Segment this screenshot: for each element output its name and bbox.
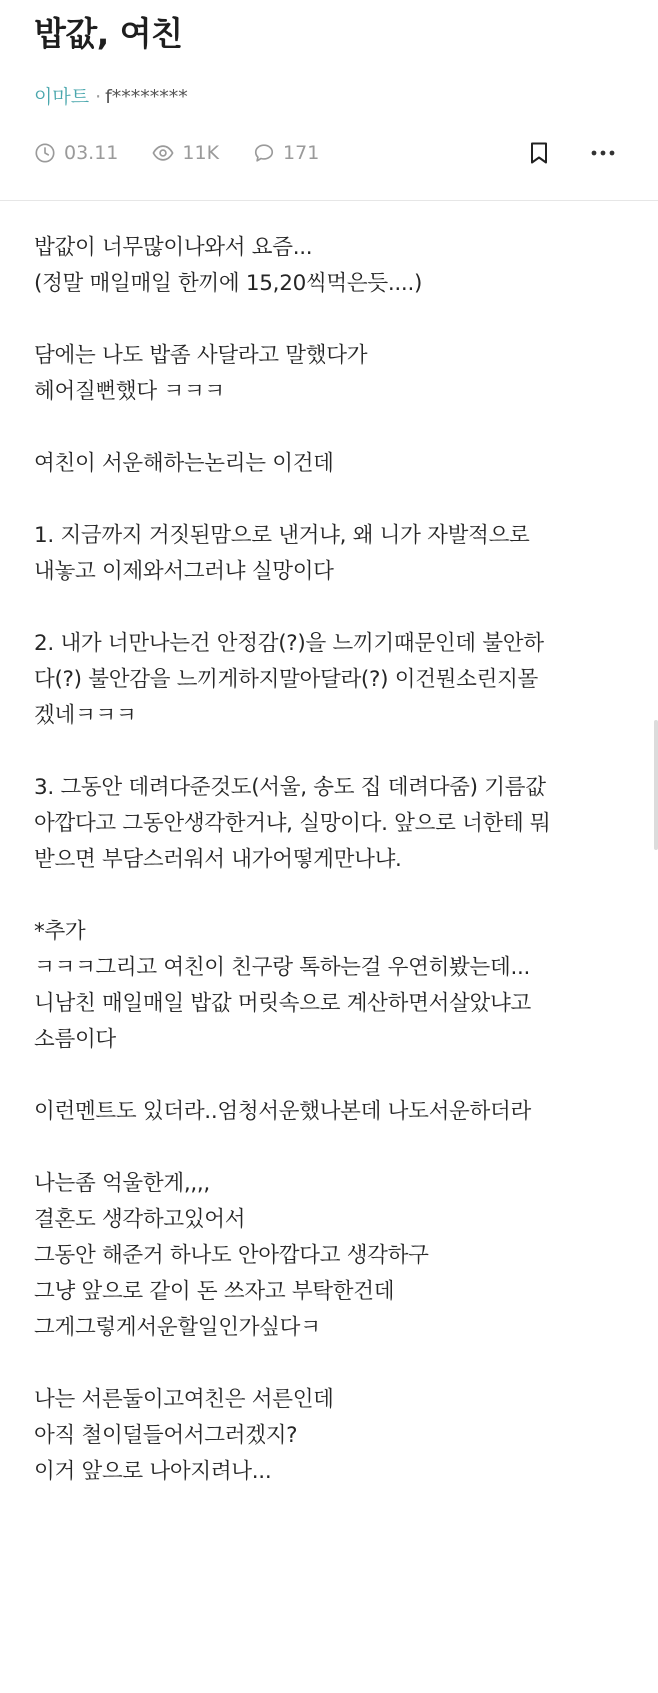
body-line: 밥값이 너무많이나와서 요즘... [34, 235, 313, 260]
comment-count: 171 [283, 142, 320, 164]
paragraph-gap [34, 878, 618, 914]
author-name: f******** [105, 86, 188, 108]
body-line: 겠네ㅋㅋㅋ [34, 703, 137, 728]
date-stat [34, 142, 118, 164]
body-line: 결혼도 생각하고있어서 [34, 1207, 246, 1232]
more-horizontal-icon [591, 149, 615, 157]
post-title: 밥값, 여친 [34, 14, 183, 53]
body-line: 그냥 앞으로 같이 돈 쓰자고 부탁한건데 [34, 1279, 395, 1304]
bookmark-button[interactable] [524, 138, 554, 168]
body-line: (정말 매일매일 한끼에 15,20씩먹은듯....) [34, 271, 423, 296]
paragraph-gap [34, 590, 618, 626]
body-line: 담에는 나도 밥좀 사달라고 말했다가 [34, 343, 368, 368]
body-line: 아깝다고 그동안생각한거냐, 실망이다. 앞으로 너한테 뭐 [34, 811, 551, 836]
body-line: 나는좀 억울한게,,,, [34, 1171, 210, 1196]
clock-icon [34, 142, 56, 164]
body-line: 니남친 매일매일 밥값 머릿속으로 계산하면서살았냐고 [34, 991, 531, 1016]
paragraph-gap [34, 1346, 618, 1382]
scroll-indicator[interactable] [654, 720, 658, 850]
more-options-button[interactable] [588, 138, 618, 168]
body-line: 이거 앞으로 나아지려나... [34, 1459, 272, 1484]
body-line: 다(?) 불안감을 느끼게하지말아달라(?) 이건뭔소린지몰 [34, 667, 539, 692]
comment-icon [253, 142, 275, 164]
post-body [34, 230, 618, 1490]
paragraph-gap [34, 734, 618, 770]
post-header [0, 0, 658, 201]
meta-separator: · [95, 86, 102, 108]
paragraph-gap [34, 302, 618, 338]
paragraph-gap [34, 410, 618, 446]
paragraph-gap [34, 1130, 618, 1166]
bookmark-icon [528, 141, 550, 165]
views-stat [152, 142, 219, 164]
view-count: 11K [182, 142, 220, 164]
body-line: 이런멘트도 있더라..엄청서운했나본데 나도서운하더라 [34, 1099, 531, 1124]
body-line: 받으면 부담스러워서 내가어떻게만나냐. [34, 847, 402, 872]
body-line: 2. 내가 너만나는건 안정감(?)을 느끼기때문인데 불안하 [34, 631, 544, 656]
post-date: 03.11 [64, 142, 119, 164]
eye-icon [152, 142, 174, 164]
body-line: 3. 그동안 데려다준것도(서울, 송도 집 데려다줌) 기름값 [34, 775, 546, 800]
body-line: 아직 철이덜들어서그러겠지? [34, 1423, 298, 1448]
body-line: 여친이 서운해하는논리는 이건데 [34, 451, 334, 476]
body-line: 나는 서른둘이고여친은 서른인데 [34, 1387, 334, 1412]
body-line: 그게그렇게서운할일인가싶다ㅋ [34, 1315, 321, 1340]
comments-stat[interactable] [253, 142, 319, 164]
paragraph-gap [34, 482, 618, 518]
post-actions [524, 138, 618, 168]
paragraph-gap [34, 1058, 618, 1094]
body-line: *추가 [34, 919, 86, 944]
post-meta [34, 84, 188, 110]
body-line: 1. 지금까지 거짓된맘으로 낸거냐, 왜 니가 자발적으로 [34, 523, 530, 548]
body-line: 헤어질뻔했다 ㅋㅋㅋ [34, 379, 225, 404]
body-line: 소름이다 [34, 1027, 116, 1052]
body-line: 내놓고 이제와서그러냐 실망이다 [34, 559, 334, 584]
company-link[interactable]: 이마트 [34, 86, 90, 108]
body-line: 그동안 해준거 하나도 안아깝다고 생각하구 [34, 1243, 429, 1268]
body-line: ㅋㅋㅋ그리고 여친이 친구랑 톡하는걸 우연히봤는데... [34, 955, 531, 980]
